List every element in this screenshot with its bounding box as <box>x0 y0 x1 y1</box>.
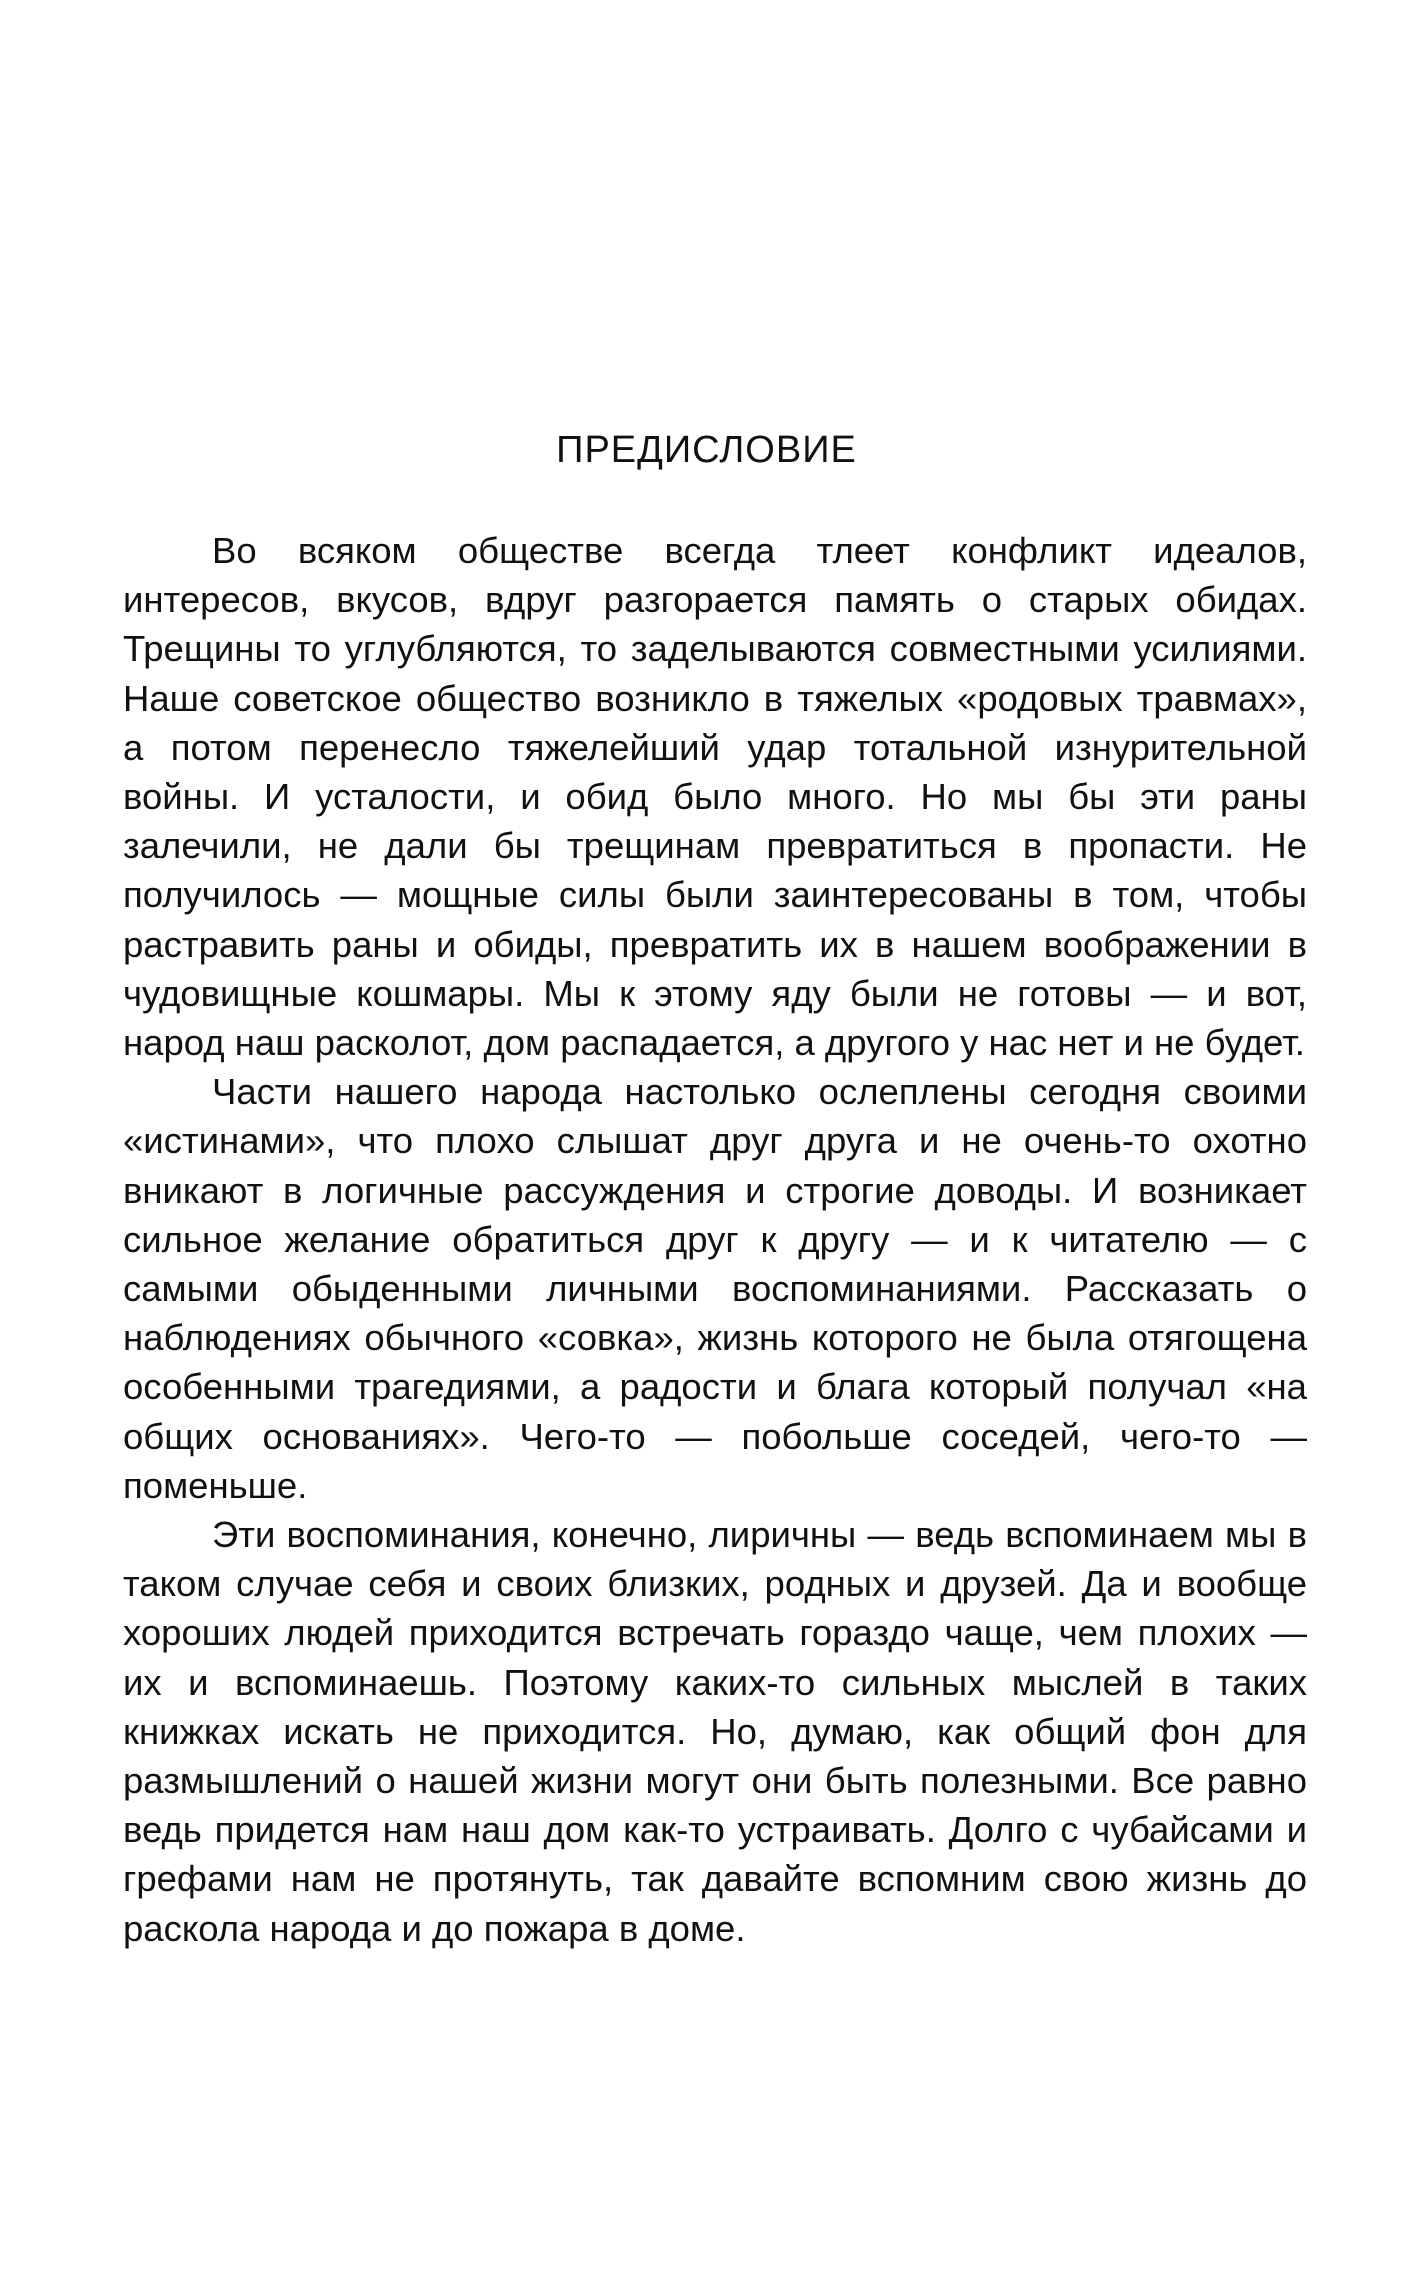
preface-text <box>123 526 1307 1953</box>
chapter-title: ПРЕДИСЛОВИЕ <box>556 429 857 471</box>
paragraph-3: Эти воспоминания, конечно, лиричны — ведь вспоминаем мы в таком случае себя и своих близких, родных и друзей. Да и вообще хороших людей приходится встречать гораздо чаще, чем плохих — их и вспоминаешь. Поэтому каких-то сильных мыслей в таких книжках искать не приходится. Но, думаю, как общий фон для размышлений о нашей жизни могут они быть полезными. Все равно ведь придется нам наш дом как-то устраивать. Долго с чубайсами и грефами нам не протянуть, так давайте вспомним свою жизнь до раскола народа и до пожара в доме. <box>123 1514 1307 1949</box>
paragraph-1: Во всяком обществе всегда тлеет конфликт идеалов, интересов, вкусов, вдруг разгорается память о старых обидах. Трещины то углубляются, то заделываются совместными усилиями. Наше советское общество возникло в тяжелых «родовых травмах», а потом перенесло тяжелейший удар тотальной изнурительной войны. И усталости, и обид было много. Но мы бы эти раны залечили, не дали бы трещинам превратиться в пропасти. Не получилось — мощные силы были заинтересованы в том, чтобы растравить раны и обиды, превратить их в нашем воображении в чудовищные кошмары. Мы к этому яду были не готовы — и вот, народ наш расколот, дом распадается, а другого у нас нет и не будет. <box>123 530 1307 1064</box>
paragraph-2: Части нашего народа настолько ослеплены сегодня своими «истинами», что плохо слышат друг друга и не очень-то охотно вникают в логичные рассуждения и строгие доводы. И возникает сильное желание обратиться друг к другу — и к читателю — с самыми обыденными личными воспоминаниями. Рассказать о наблюдениях обычного «совка», жизнь которого не была отягощена особенными трагедиями, а радости и блага который получал «на общих основаниях». Чего-то — побольше соседей, чего-то — поменьше. <box>123 1071 1307 1506</box>
